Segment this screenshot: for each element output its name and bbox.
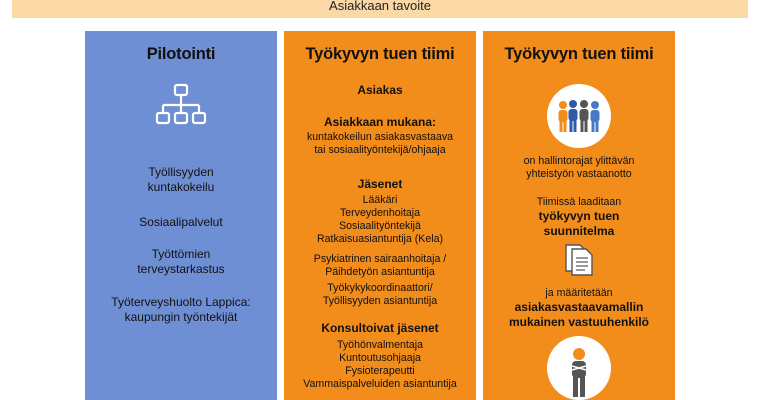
pilot-item-2: [85, 215, 277, 230]
member-item: Sosiaalityöntekijä: [339, 220, 421, 232]
consulting-item: Vammaispalveluiden asiantuntija: [303, 378, 457, 390]
goal-banner: [12, 0, 748, 18]
consulting-item: Kuntoutusohjaaja: [339, 352, 421, 364]
consulting-heading: Konsultoivat jäsenet: [321, 321, 439, 335]
pilot-item-4-text: Työterveyshuolto Lappica: kaupungin työntekijät: [111, 295, 251, 324]
member-item: Terveydenhoitaja: [339, 207, 421, 219]
pilot-item-3: [85, 247, 277, 277]
team-outcome-title: Työkyvyn tuen tiimi: [504, 45, 654, 63]
consulting-item: Työhönvalmentaja: [337, 339, 423, 351]
member-item: Psykiatrinen sairaanhoitaja / Päihdetyön asiantuntija: [313, 253, 447, 278]
team-outcome-line: työkyvyn tuen: [538, 209, 620, 223]
consulting-list: [284, 339, 476, 391]
team-outcome-column: [483, 31, 675, 400]
team-outcome-line: yhteistyön vastaanotto: [526, 168, 632, 180]
member-item: Ratkaisuasiantuntija (Kela): [316, 233, 443, 245]
team-outcome-text-2: [483, 196, 675, 239]
org-chart-icon: [155, 83, 207, 133]
team-outcome-text-1: [483, 155, 675, 181]
member-item: Työkykykoordinaattori/ Työllisyyden asiantuntija: [322, 282, 438, 307]
client-with-line-1: kuntakokeilun asiakasvastaava: [306, 131, 454, 143]
pilot-column: [85, 31, 277, 400]
pilot-item-1-text: Työllisyyden kuntakokeilu: [147, 165, 215, 194]
pilot-item-2-text: Sosiaalipalvelut: [139, 215, 223, 229]
document-icon: [563, 242, 595, 278]
team-outcome-line: ja määritetään: [545, 287, 613, 299]
consulting-item: Fysioterapeutti: [345, 365, 415, 377]
team-outcome-text-3: [483, 287, 675, 330]
pilot-item-3-text: Työttömien terveystarkastus: [137, 247, 225, 276]
person-icon: [546, 335, 612, 400]
team-outcome-line: asiakasvastaavamallin: [514, 300, 644, 314]
pilot-item-4: [85, 295, 277, 325]
team-outcome-line: mukainen vastuuhenkilö: [508, 315, 650, 329]
team-column: [284, 31, 476, 400]
member-item: Lääkäri: [362, 194, 398, 206]
pilot-item-1: [85, 165, 277, 195]
pilot-title: Pilotointi: [146, 45, 216, 63]
team-outcome-line: suunnitelma: [543, 224, 615, 238]
client-heading: Asiakas: [357, 83, 403, 97]
members-heading: Jäsenet: [357, 177, 403, 191]
team-outcome-line: on hallintorajat ylittävän: [523, 155, 635, 167]
member-item-6: [284, 282, 476, 308]
team-icon: [546, 83, 612, 149]
team-outcome-line: Tiimissä laaditaan: [536, 196, 622, 208]
goal-banner-text: Asiakkaan tavoite: [329, 0, 431, 13]
team-title: Työkyvyn tuen tiimi: [305, 45, 455, 63]
client-with-heading: Asiakkaan mukana:: [323, 115, 437, 129]
member-item-5: [284, 253, 476, 279]
client-with-text: [284, 131, 476, 157]
members-list: [284, 194, 476, 246]
client-with-line-2: tai sosiaalityöntekijä/ohjaaja: [314, 144, 446, 156]
